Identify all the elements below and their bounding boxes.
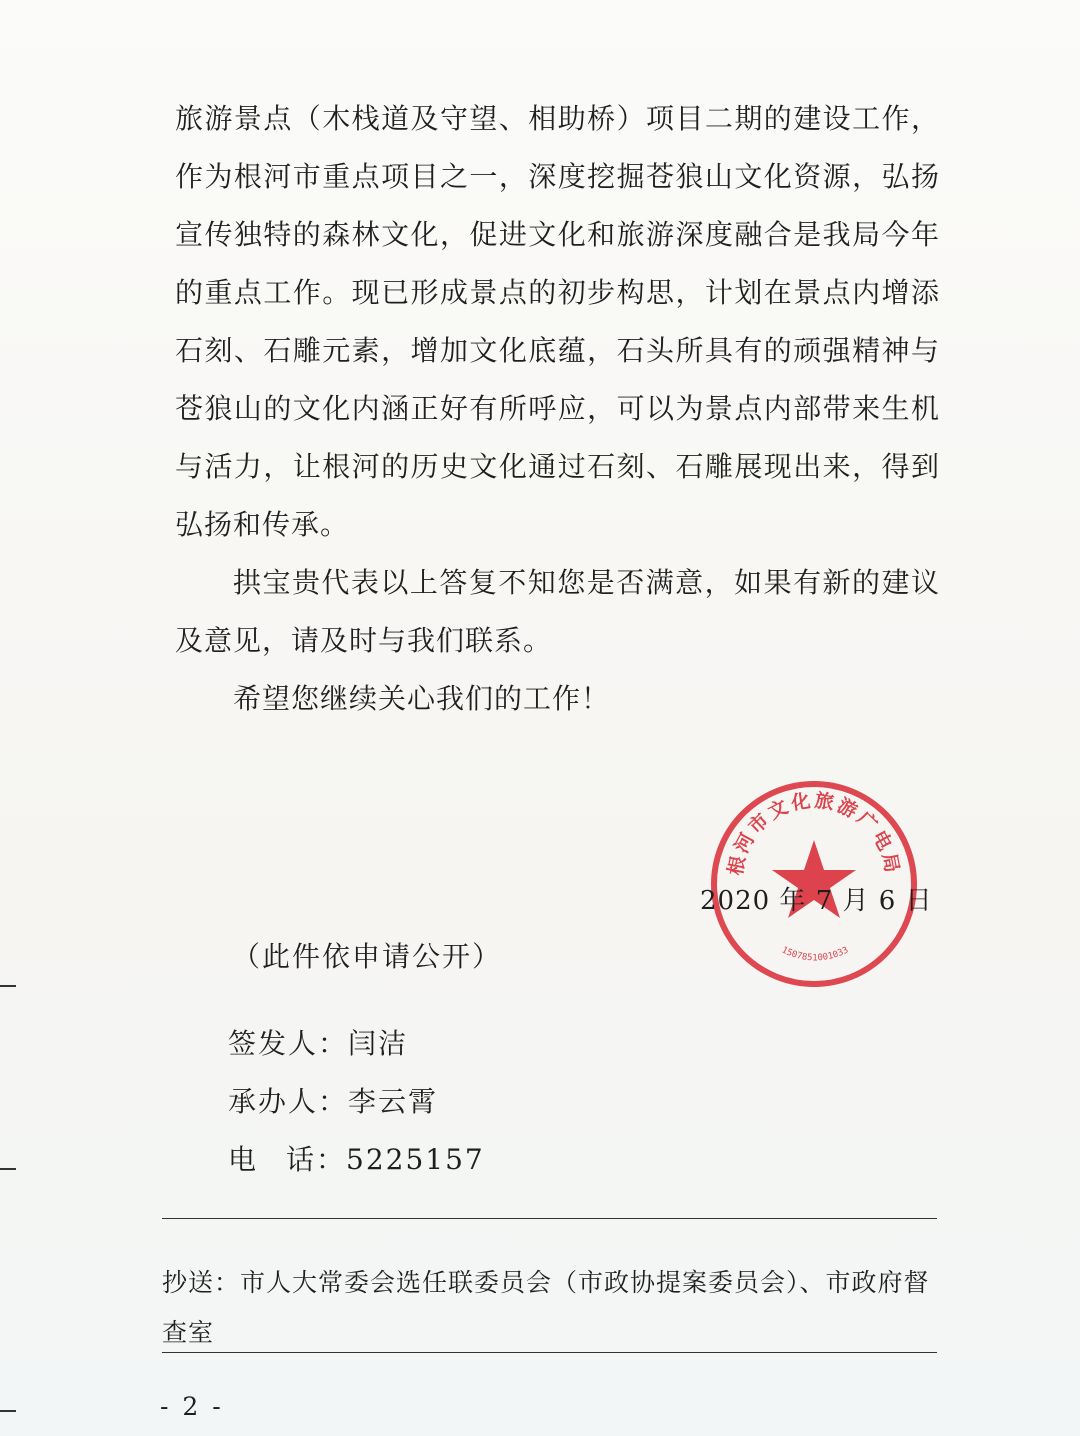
- cc-line: 抄送：市人大常委会选任联委员会（市政协提案委员会）、市政府督查室: [162, 1268, 930, 1347]
- seal-arc-text: 根河市文化旅游广电局: [724, 789, 904, 878]
- letter-body: [175, 90, 940, 728]
- cc-top-rule: [162, 1218, 937, 1219]
- handler-name: 李云霄: [348, 1085, 439, 1118]
- binding-mark: [0, 985, 16, 987]
- issuer-label: 签发人：: [228, 1027, 349, 1060]
- svg-text:1507851001033: [780, 945, 850, 963]
- phone-label-part2: 话：: [286, 1143, 347, 1176]
- disclosure-note: （此件依申请公开）: [232, 940, 503, 973]
- issuer-name: 闫洁: [348, 1027, 409, 1060]
- page-number: - 2 -: [160, 1392, 224, 1421]
- binding-mark: [0, 1410, 16, 1412]
- phone-number: 5225157: [346, 1143, 485, 1176]
- cc-bottom-rule: [162, 1352, 937, 1353]
- phone-line: [228, 1138, 485, 1178]
- paragraph-satisfaction: 拱宝贵代表以上答复不知您是否满意，如果有新的建议及意见，请及时与我们联系。: [175, 566, 940, 657]
- issuer-line: [228, 1022, 408, 1062]
- handler-label: 承办人：: [228, 1085, 349, 1118]
- binding-mark: [0, 1168, 16, 1170]
- phone-label-part1: 电: [228, 1143, 259, 1176]
- letter-date: 2020 年 7 月 6 日: [700, 886, 933, 916]
- seal-number: 1507851001033: [779, 945, 851, 964]
- paragraph-project: 旅游景点（木栈道及守望、相助桥）项目二期的建设工作，作为根河市重点项目之一，深度挖掘苍狼山文化资源，弘扬宣传独特的森林文化，促进文化和旅游深度融合是我局今年的重点工作。现已形成景点的初步构思，计划在景点内增添石刻、石雕元素，增加文化底蕴，石头所具有的顽强精神与苍狼山的文化内涵正好有所呼应，可以为景点内部带来生机与活力，让根河的历史文化通过石刻、石雕展现出来，得到弘扬和传承。: [175, 102, 940, 541]
- handler-line: [228, 1080, 438, 1120]
- paragraph-closing: 希望您继续关心我们的工作！: [233, 682, 611, 715]
